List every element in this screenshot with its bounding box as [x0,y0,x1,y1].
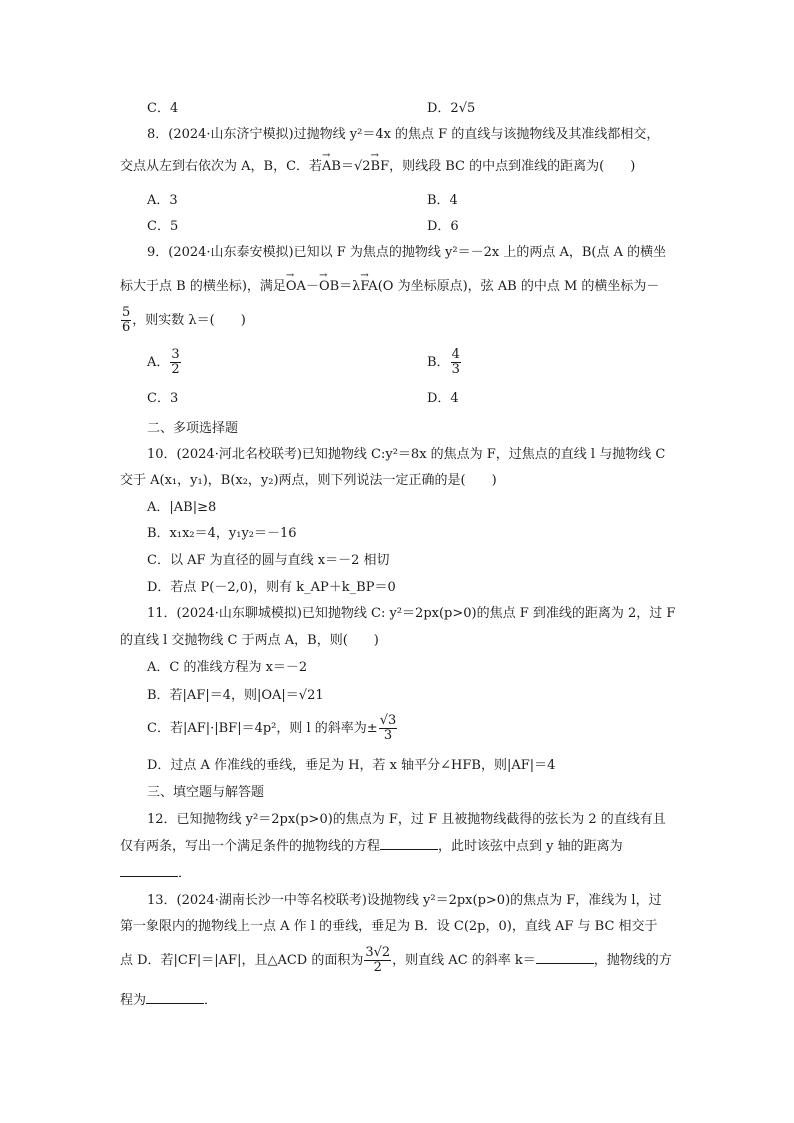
q12-stem-line1: 12．已知抛物线 y²＝2px(p>0)的焦点为 F，过 F 且被抛物线截得的弦长为 2 的直线有且 [147,812,666,827]
vector-bf: → BF [371,158,390,176]
q7-option-c: C．4 [147,101,179,116]
q10-option-a: A．|AB|≥8 [147,500,217,515]
q10-stem-line2: 交于 A(x₁，y₁)，B(x₂，y₂)两点，则下列说法一定正确的是( ) [120,473,497,488]
q9-option-d: D．4 [427,391,459,406]
q11-option-b: B．若|AF|＝4，则|OA|＝√21 [147,688,324,703]
q10-option-d: D．若点 P(－2,0)，则有 k_AP＋k_BP＝0 [147,580,396,595]
q11-option-c: C．若|AF|·|BF|＝4p²，则 l 的斜率为± $\frac{√3}{3}$ [147,713,397,743]
vector-oa: → OA [286,278,306,296]
answer-blank[interactable] [380,837,438,850]
q8-stem-line1: 8．(2024·山东济宁模拟)过抛物线 y²＝4x 的焦点 F 的直线与该抛物线及其准线都相交， [147,127,660,142]
vector-ob: → OB [319,278,339,296]
q8-option-b: B．4 [427,193,458,208]
q11-option-d: D．过点 A 作准线的垂线，垂足为 H，若 x 轴平分∠HFB，则|AF|＝4 [147,758,556,773]
q10-stem-line1: 10．(2024·河北名校联考)已知抛物线 C:y²＝8x 的焦点为 F，过焦点的直线 l 与抛物线 C [147,447,666,462]
q8-option-c: C．5 [147,219,179,234]
q13-stem-line4: 程为 ． [120,993,218,1008]
q13-stem-line1: 13．(2024·湖南长沙一中等名校联考)设抛物线 y²＝2px(p>0)的焦点为 F，准线为 l，过 [147,893,662,908]
q12-stem-line3: ． [120,864,191,883]
q9-option-c: C．3 [147,391,179,406]
section-heading-fill-in: 三、填空题与解答题 [147,785,265,800]
answer-blank[interactable] [146,991,204,1004]
answer-blank[interactable] [120,864,178,877]
q10-option-c: C．以 AF 为直径的圆与直线 x＝－2 相切 [147,553,390,568]
section-heading-multi-choice: 二、多项选择题 [147,421,239,436]
q9-option-a: A． $\frac{3}{2}$ [147,347,180,377]
q9-option-b: B． $\frac{4}{3}$ [427,347,460,377]
vector-ab: → AB [322,158,341,176]
q8-option-a: A．3 [147,193,178,208]
q11-option-a: A．C 的准线方程为 x＝－2 [147,660,308,675]
q9-stem-line2: 标大于点 B 的横坐标)，满足→ OA－→ OB＝λ→ FA(O 为坐标原点)，弦 AB 的中点 M 的横坐标为－ [120,278,659,296]
fraction-5-6: $\frac{5}{6}$ [122,305,131,335]
q8-stem-line2: 交点从左到右依次为 A，B，C．若→ AB＝√2→ BF，则线段 BC 的中点到准线的距离为( ) [120,158,635,176]
answer-blank[interactable] [536,951,594,964]
vector-fa: → FA [360,278,377,296]
q9-stem-line1: 9．(2024·山东泰安模拟)已知以 F 为焦点的抛物线 y²＝－2x 上的两点 A，B(点 A 的横坐 [147,245,667,260]
q7-option-d: D．2√5 [427,101,476,116]
q13-stem-line3: 点 D．若|CF|＝|AF|，且△ACD 的面积为 $\frac{3√2}{2}$ ，则直线 AC 的斜率 k＝ ，抛物线的方 [120,945,672,975]
q13-stem-line2: 第一象限内的抛物线上一点 A 作 l 的垂线，垂足为 B．设 C(2p，0)，直线 AF 与 BC 相交于 [120,919,658,934]
q11-stem-line2: 的直线 l 交抛物线 C 于两点 A，B，则( ) [120,633,379,648]
q8-option-d: D．6 [427,219,459,234]
q12-stem-line2: 仅有两条，写出一个满足条件的抛物线的方程 ，此时该弦中点到 y 轴的距离为 [120,839,623,854]
q10-option-b: B．x₁x₂＝4，y₁y₂＝－16 [147,526,297,541]
q11-stem-line1: 11．(2024·山东聊城模拟)已知抛物线 C: y²＝2px(p>0)的焦点 F 到准线的距离为 2，过 F [147,606,676,621]
fraction-3root2-2: $\frac{3√2}{2}$ [365,945,391,975]
q9-stem-line3: $\frac{5}{6}$ ，则实数 λ＝( ) [122,305,246,335]
